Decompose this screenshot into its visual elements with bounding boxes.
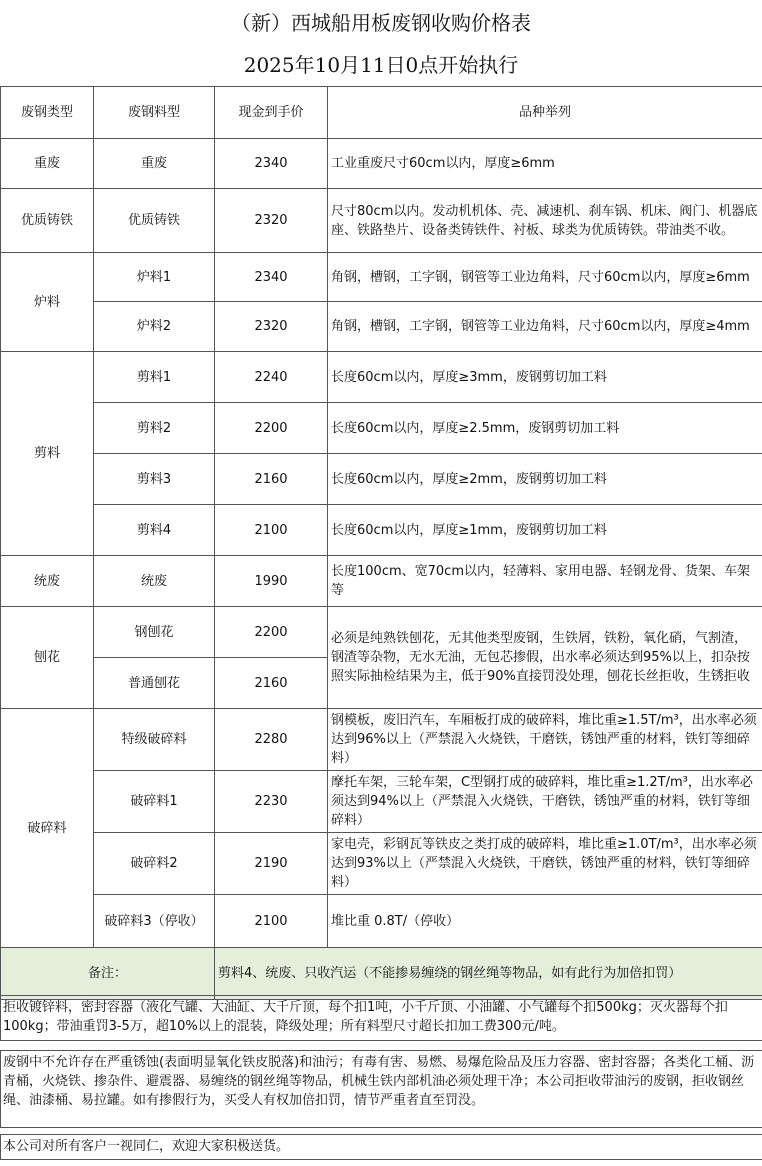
table-header-row xyxy=(1,87,762,139)
type-cell: 破碎料1 xyxy=(94,771,215,833)
price-cell: 2190 xyxy=(215,833,328,895)
type-cell: 剪料4 xyxy=(94,505,215,556)
type-cell: 炉料1 xyxy=(94,253,215,302)
type-cell: 剪料3 xyxy=(94,454,215,505)
table-row xyxy=(1,302,762,352)
column-header: 现金到手价 xyxy=(215,87,328,139)
desc-cell: 必须是纯熟铁刨花，无其他类型废钢，生铁屑，铁粉，氧化硝，气割渣，钢渣等杂物，无水无油，无包芯掺假，出水率必须达到95%以上，扣杂按照实际抽检结果为主，低于90%直接罚没处理，刨花长丝拒收，生锈拒收 xyxy=(328,607,762,709)
price-cell: 1990 xyxy=(215,556,328,607)
desc-cell: 家电壳，彩钢瓦等铁皮之类打成的破碎料，堆比重≥1.0T/m³，出水率必须达到93%以上（严禁混入火烧铁，干磨铁，锈蚀严重的材料，铁钉等细碎料） xyxy=(328,833,762,895)
category-cell: 统废 xyxy=(1,556,94,607)
table-row xyxy=(1,709,762,771)
column-header: 废钢类型 xyxy=(1,87,94,139)
note-rejected-items: 拒收镀锌料，密封容器（液化气罐、大油缸、大千斤顶，每个扣1吨，小千斤顶、小油罐、小气罐每个扣500kg；灭火器每个扣100kg；带油重罚3-5万，超10%以上的混装，降级处理；所有料型尺寸超长扣加工费300元/吨。 xyxy=(0,995,762,1041)
category-cell: 刨花 xyxy=(1,607,94,709)
price-cell: 2160 xyxy=(215,658,328,709)
price-cell: 2100 xyxy=(215,895,328,948)
desc-cell: 角钢，槽钢，工字钢，钢管等工业边角料，尺寸60cm以内，厚度≥4mm xyxy=(328,302,762,352)
desc-cell: 角钢，槽钢，工字钢，钢管等工业边角料，尺寸60cm以内，厚度≥6mm xyxy=(328,253,762,302)
price-cell: 2100 xyxy=(215,505,328,556)
type-cell: 炉料2 xyxy=(94,302,215,352)
table-row xyxy=(1,771,762,833)
table-row xyxy=(1,454,762,505)
category-cell: 重废 xyxy=(1,139,94,189)
column-header: 废钢料型 xyxy=(94,87,215,139)
type-cell: 剪料2 xyxy=(94,403,215,454)
price-cell: 2240 xyxy=(215,352,328,403)
desc-cell: 工业重废尺寸60cm以内，厚度≥6mm xyxy=(328,139,762,189)
category-cell: 破碎料 xyxy=(1,709,94,948)
price-cell: 2280 xyxy=(215,709,328,771)
category-cell: 炉料 xyxy=(1,253,94,352)
effective-date: 2025年10月11日0点开始执行 xyxy=(243,53,519,77)
desc-cell: 尺寸80cm以内。发动机机体、壳、减速机、刹车锅、机床、阀门、机器底座、铁路垫片、设备类铸铁件、衬板、球类为优质铸铁。带油类不收。 xyxy=(328,189,762,253)
table-row xyxy=(1,556,762,607)
table-row xyxy=(1,139,762,189)
table-row xyxy=(1,189,762,253)
price-cell: 2230 xyxy=(215,771,328,833)
price-cell: 2340 xyxy=(215,253,328,302)
type-cell: 优质铸铁 xyxy=(94,189,215,253)
type-cell: 普通刨花 xyxy=(94,658,215,709)
page-title: （新）西城船用板废钢收购价格表 xyxy=(231,11,531,35)
table-row xyxy=(1,352,762,403)
remark-label: 备注： xyxy=(1,948,215,1000)
desc-cell: 长度60cm以内，厚度≥2mm，废钢剪切加工料 xyxy=(328,454,762,505)
price-cell: 2340 xyxy=(215,139,328,189)
desc-cell: 长度60cm以内，厚度≥1mm，废钢剪切加工料 xyxy=(328,505,762,556)
type-cell: 破碎料3（停收） xyxy=(94,895,215,948)
price-cell: 2200 xyxy=(215,607,328,658)
table-row xyxy=(1,895,762,948)
price-cell: 2320 xyxy=(215,189,328,253)
type-cell: 统废 xyxy=(94,556,215,607)
price-cell: 2160 xyxy=(215,454,328,505)
table-row xyxy=(1,505,762,556)
remark-text: 剪料4、统废、只收汽运（不能掺易缠绕的钢丝绳等物品，如有此行为加倍扣罚） xyxy=(215,948,762,1000)
type-cell: 重废 xyxy=(94,139,215,189)
table-row xyxy=(1,607,762,658)
price-cell: 2320 xyxy=(215,302,328,352)
category-cell: 优质铸铁 xyxy=(1,189,94,253)
desc-cell: 堆比重 0.8T/（停收） xyxy=(328,895,762,948)
category-cell: 剪料 xyxy=(1,352,94,556)
table-row xyxy=(1,253,762,302)
type-cell: 破碎料2 xyxy=(94,833,215,895)
desc-cell: 钢模板，废旧汽车，车厢板打成的破碎料，堆比重≥1.5T/m³，出水率必须达到96%以上（严禁混入火烧铁，干磨铁，锈蚀严重的材料，铁钉等细碎料） xyxy=(328,709,762,771)
desc-cell: 摩托车架，三轮车架，C型钢打成的破碎料，堆比重≥1.2T/m³，出水率必须达到94%以上（严禁混入火烧铁，干磨铁，锈蚀严重的材料，铁钉等细碎料） xyxy=(328,771,762,833)
column-header: 品种举列 xyxy=(328,87,762,139)
remark-row xyxy=(1,948,762,1000)
type-cell: 特级破碎料 xyxy=(94,709,215,771)
desc-cell: 长度60cm以内，厚度≥3mm，废钢剪切加工料 xyxy=(328,352,762,403)
desc-cell: 长度60cm以内，厚度≥2.5mm，废钢剪切加工料 xyxy=(328,403,762,454)
price-cell: 2200 xyxy=(215,403,328,454)
type-cell: 钢刨花 xyxy=(94,607,215,658)
note-quality-requirements: 废钢中不允许存在严重锈蚀(表面明显氧化铁皮脱落)和油污；有毒有害、易燃、易爆危险品及压力容器、密封容器；各类化工桶、沥青桶，火烧铁、掺杂件、避震器、易缠绕的钢丝绳等物品，机械生铁内部机油必须处理干净；本公司拒收带油污的废钢，拒收钢丝绳、油漆桶、易拉罐。如有掺假行为，买受人有权加倍扣罚，情节严重者直至罚没。 xyxy=(0,1050,762,1128)
table-row xyxy=(1,833,762,895)
table-row xyxy=(1,403,762,454)
price-table xyxy=(0,86,762,1000)
type-cell: 剪料1 xyxy=(94,352,215,403)
desc-cell: 长度100cm、宽70cm以内，轻薄料、家用电器、轻钢龙骨、货架、车架等 xyxy=(328,556,762,607)
note-welcome: 本公司对所有客户一视同仁，欢迎大家积极送货。 xyxy=(0,1134,762,1160)
